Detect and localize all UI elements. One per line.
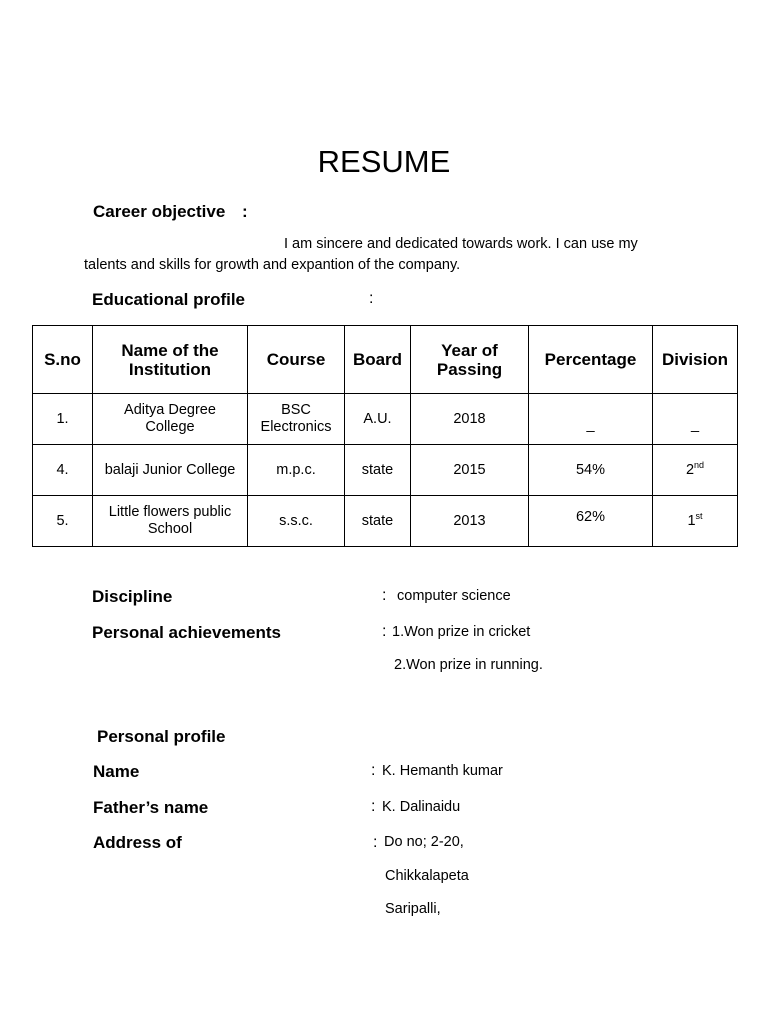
- discipline-value: computer science: [397, 588, 511, 604]
- cell-sno: 1.: [33, 394, 93, 445]
- father-name-label: Father’s name: [93, 798, 209, 817]
- cell-division: 2nd: [653, 445, 738, 496]
- cell-division: 1st: [653, 496, 738, 547]
- header-board: Board: [345, 326, 411, 394]
- educational-profile-label: Educational profile: [92, 290, 246, 309]
- cell-sno: 4.: [33, 445, 93, 496]
- table-row: [33, 445, 738, 496]
- cell-board: A.U.: [345, 394, 411, 445]
- educational-profile-colon: :: [369, 290, 374, 307]
- header-sno: S.no: [33, 326, 93, 394]
- cell-institution: balaji Junior College: [93, 445, 248, 496]
- table-row: [33, 496, 738, 547]
- cell-course: m.p.c.: [248, 445, 345, 496]
- header-year: Year of Passing: [411, 326, 529, 394]
- address-line-2: Chikkalapeta: [385, 868, 469, 884]
- name-value: K. Hemanth kumar: [382, 763, 503, 779]
- address-line-1: Do no; 2-20,: [384, 834, 464, 850]
- cell-year: 2018: [411, 394, 529, 445]
- cell-year: 2013: [411, 496, 529, 547]
- discipline-label: Discipline: [92, 587, 173, 606]
- cell-institution: Aditya Degree College: [93, 394, 248, 445]
- achievements-colon: :: [382, 623, 387, 640]
- address-colon: :: [373, 834, 378, 851]
- table-header-row: [33, 326, 738, 394]
- header-course: Course: [248, 326, 345, 394]
- father-name-colon: :: [371, 798, 376, 815]
- achievement-item-2: 2.Won prize in running.: [394, 657, 543, 673]
- career-objective-label: Career objective: [93, 202, 226, 221]
- cell-course: BSC Electronics: [248, 394, 345, 445]
- cell-percentage: 54%: [529, 445, 653, 496]
- career-objective-line-2: talents and skills for growth and expantion of the company.: [84, 257, 461, 273]
- cell-course: s.s.c.: [248, 496, 345, 547]
- cell-percentage: 62%: [529, 496, 653, 547]
- cell-year: 2015: [411, 445, 529, 496]
- discipline-colon: :: [382, 587, 387, 604]
- father-name-value: K. Dalinaidu: [382, 799, 461, 815]
- achievements-label: Personal achievements: [92, 623, 281, 642]
- personal-profile-label: Personal profile: [97, 727, 226, 746]
- career-objective-colon: :: [242, 202, 248, 221]
- cell-division: _: [653, 394, 738, 445]
- cell-institution: Little flowers public School: [93, 496, 248, 547]
- name-label: Name: [93, 762, 140, 781]
- address-label: Address of: [93, 833, 182, 852]
- header-institution: Name of the Institution: [93, 326, 248, 394]
- header-division: Division: [653, 326, 738, 394]
- page-title: RESUME: [317, 144, 451, 179]
- cell-board: state: [345, 496, 411, 547]
- address-line-3: Saripalli,: [385, 901, 441, 917]
- cell-sno: 5.: [33, 496, 93, 547]
- achievement-item-1: 1.Won prize in cricket: [392, 624, 531, 640]
- table-row: [33, 394, 738, 445]
- career-objective-line-1: I am sincere and dedicated towards work. I can use my: [284, 236, 638, 252]
- career-objective-heading: [93, 202, 248, 222]
- header-percentage: Percentage: [529, 326, 653, 394]
- education-table: [32, 325, 738, 547]
- name-colon: :: [371, 762, 376, 779]
- cell-board: state: [345, 445, 411, 496]
- cell-percentage: _: [529, 394, 653, 445]
